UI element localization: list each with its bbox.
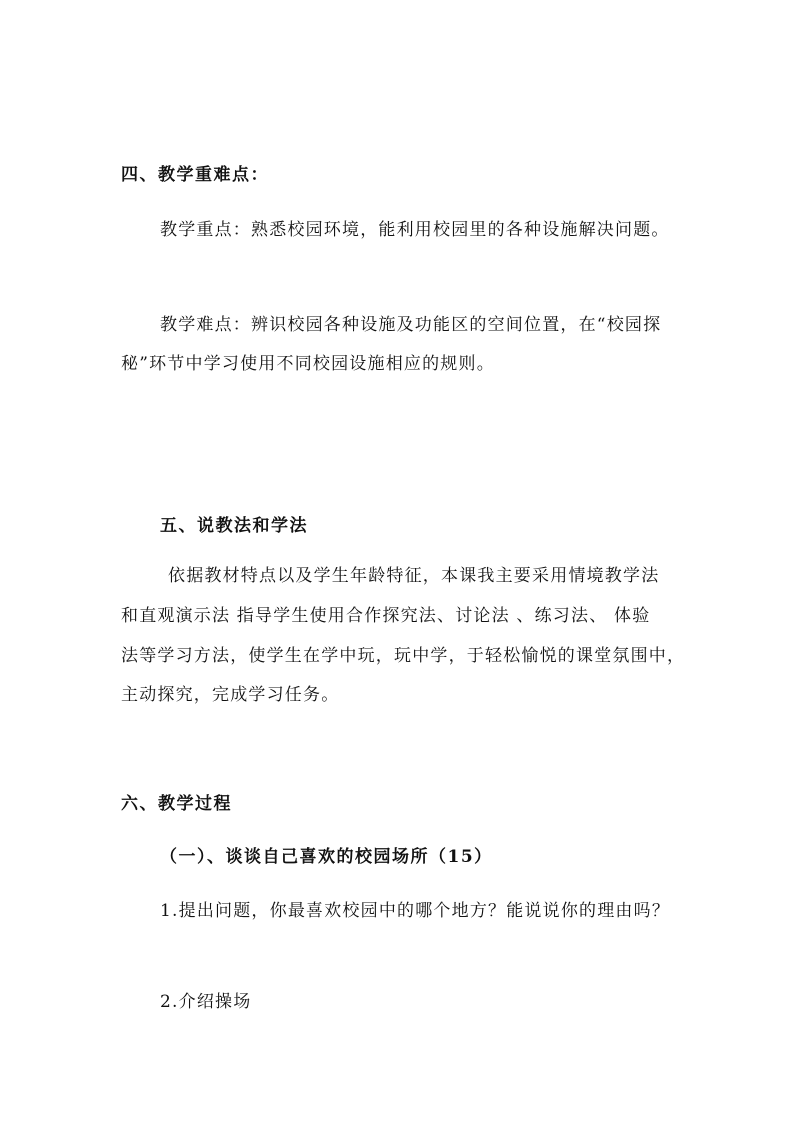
process-item-1: 1.提出问题，你最喜欢校园中的哪个地方？能说说你的理由吗？ bbox=[160, 901, 671, 921]
difficulty-text-line-1: 教学难点：辨识校园各种设施及功能区的空间位置，在“校园探 bbox=[160, 315, 662, 335]
section-6-heading: 六、教学过程 bbox=[121, 794, 232, 814]
process-item-2: 2.介绍操场 bbox=[160, 992, 252, 1012]
subsection-1-heading: （一）、谈谈自己喜欢的校园场所（15） bbox=[160, 847, 493, 867]
methods-paragraph-line-1: 依据教材特点以及学生年龄特征，本课我主要采用情境教学法 bbox=[168, 566, 660, 586]
section-5-heading: 五、说教法和学法 bbox=[160, 516, 308, 536]
methods-paragraph-line-2: 和直观演示法 指导学生使用合作探究法、讨论法 、练习法、 体验 bbox=[121, 606, 651, 626]
key-point-text: 教学重点：熟悉校园环境，能利用校园里的各种设施解决问题。 bbox=[160, 220, 670, 240]
section-4-heading: 四、教学重难点： bbox=[121, 165, 269, 185]
methods-paragraph-line-3: 法等学习方法，使学生在学中玩，玩中学，于轻松愉悦的课堂氛围中， bbox=[121, 646, 686, 666]
difficulty-text-line-2: 秘”环节中学习使用不同校园设施相应的规则。 bbox=[121, 354, 495, 374]
methods-paragraph-line-4: 主动探究，完成学习任务。 bbox=[121, 685, 340, 705]
